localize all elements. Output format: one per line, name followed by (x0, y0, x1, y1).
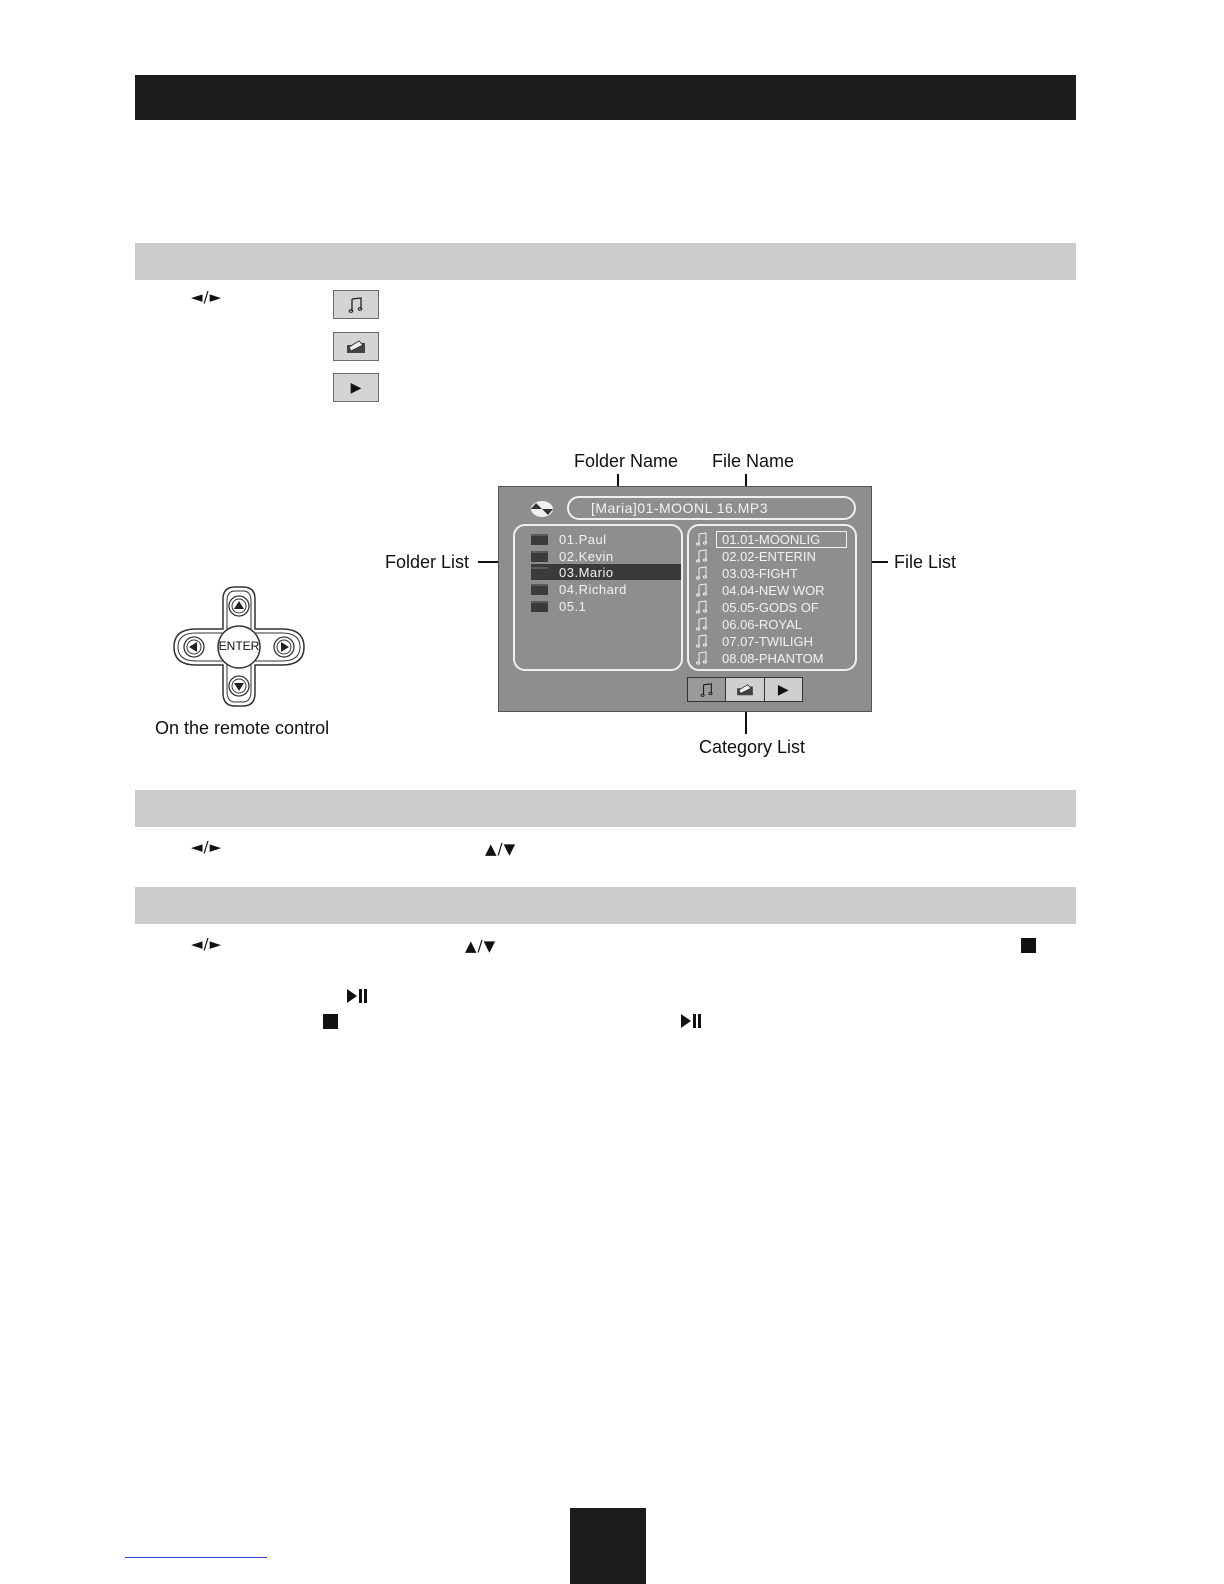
folder-item[interactable]: 02.Kevin (531, 548, 681, 564)
remote-caption: On the remote control (155, 718, 330, 738)
up-down-arrows: ▲/▼ (485, 840, 517, 858)
folder-item[interactable]: 01.Paul (531, 531, 681, 547)
music-note-icon (696, 651, 708, 665)
category-play-tab[interactable] (765, 678, 802, 701)
section-bar-folder (135, 790, 1076, 827)
folder-icon (531, 534, 548, 545)
title-bar (135, 75, 1076, 120)
music-note-icon (700, 683, 714, 697)
play-pause-icon (681, 1013, 703, 1029)
section-bar-category (135, 243, 1076, 280)
music-category-button (333, 290, 379, 319)
music-note-icon (696, 549, 708, 563)
music-note-icon (696, 600, 708, 614)
section-bar-file (135, 887, 1076, 924)
file-item[interactable]: 02.02-ENTERIN (696, 548, 816, 564)
picture-folder-icon (345, 339, 367, 355)
page-number-block (570, 1508, 646, 1584)
up-down-arrows: ▲/▼ (465, 937, 497, 955)
file-item-selected[interactable]: 01.01-MOONLIG (696, 531, 846, 547)
stop-icon (323, 1014, 338, 1029)
callout-file-list: File List (894, 552, 957, 572)
folder-icon (531, 601, 548, 612)
music-note-icon (696, 617, 708, 631)
music-note-icon (348, 297, 364, 313)
music-note-icon (696, 532, 708, 546)
enter-button-label: ENTER (218, 639, 260, 653)
file-item[interactable]: 07.07-TWILIGH (696, 633, 813, 649)
play-pause-icon (347, 988, 369, 1004)
callout-file-name: File Name (712, 451, 795, 471)
play-icon: ▶ (777, 681, 789, 698)
left-right-arrows: ◄/► (191, 935, 223, 953)
callout-category-list: Category List (699, 737, 806, 757)
folder-item[interactable]: 04.Richard (531, 581, 681, 597)
left-right-arrows: ◄/► (191, 838, 223, 856)
category-list-bar (687, 677, 803, 702)
picture-folder-icon (735, 683, 755, 697)
play-category-button (333, 373, 379, 402)
file-item[interactable]: 06.06-ROYAL (696, 616, 802, 632)
callout-folder-list: Folder List (385, 552, 470, 572)
footer-link-underline (125, 1557, 267, 1558)
music-note-icon (696, 634, 708, 648)
file-item[interactable]: 03.03-FIGHT (696, 565, 798, 581)
folder-item[interactable]: 05.1 (531, 598, 681, 614)
file-item[interactable]: 05.05-GODS OF (696, 599, 819, 615)
folder-icon (531, 584, 548, 595)
left-right-arrows: ◄/► (191, 288, 223, 306)
file-item[interactable]: 08.08-PHANTOM (696, 650, 824, 666)
category-music-tab[interactable] (688, 678, 726, 701)
folder-item-selected[interactable]: 03.Mario (531, 564, 681, 580)
folder-icon (531, 551, 548, 562)
stop-icon (1021, 938, 1036, 953)
folder-icon (531, 567, 548, 578)
picture-category-button (333, 332, 379, 361)
disc-icon (530, 500, 554, 518)
folder-file-name-display: [Maria]01-MOONL 16.MP3 (567, 496, 856, 520)
play-icon: ▶ (350, 379, 362, 396)
music-note-icon (696, 583, 708, 597)
music-note-icon (696, 566, 708, 580)
category-picture-tab[interactable] (726, 678, 764, 701)
callout-folder-name: Folder Name (574, 451, 679, 471)
file-item[interactable]: 04.04-NEW WOR (696, 582, 825, 598)
